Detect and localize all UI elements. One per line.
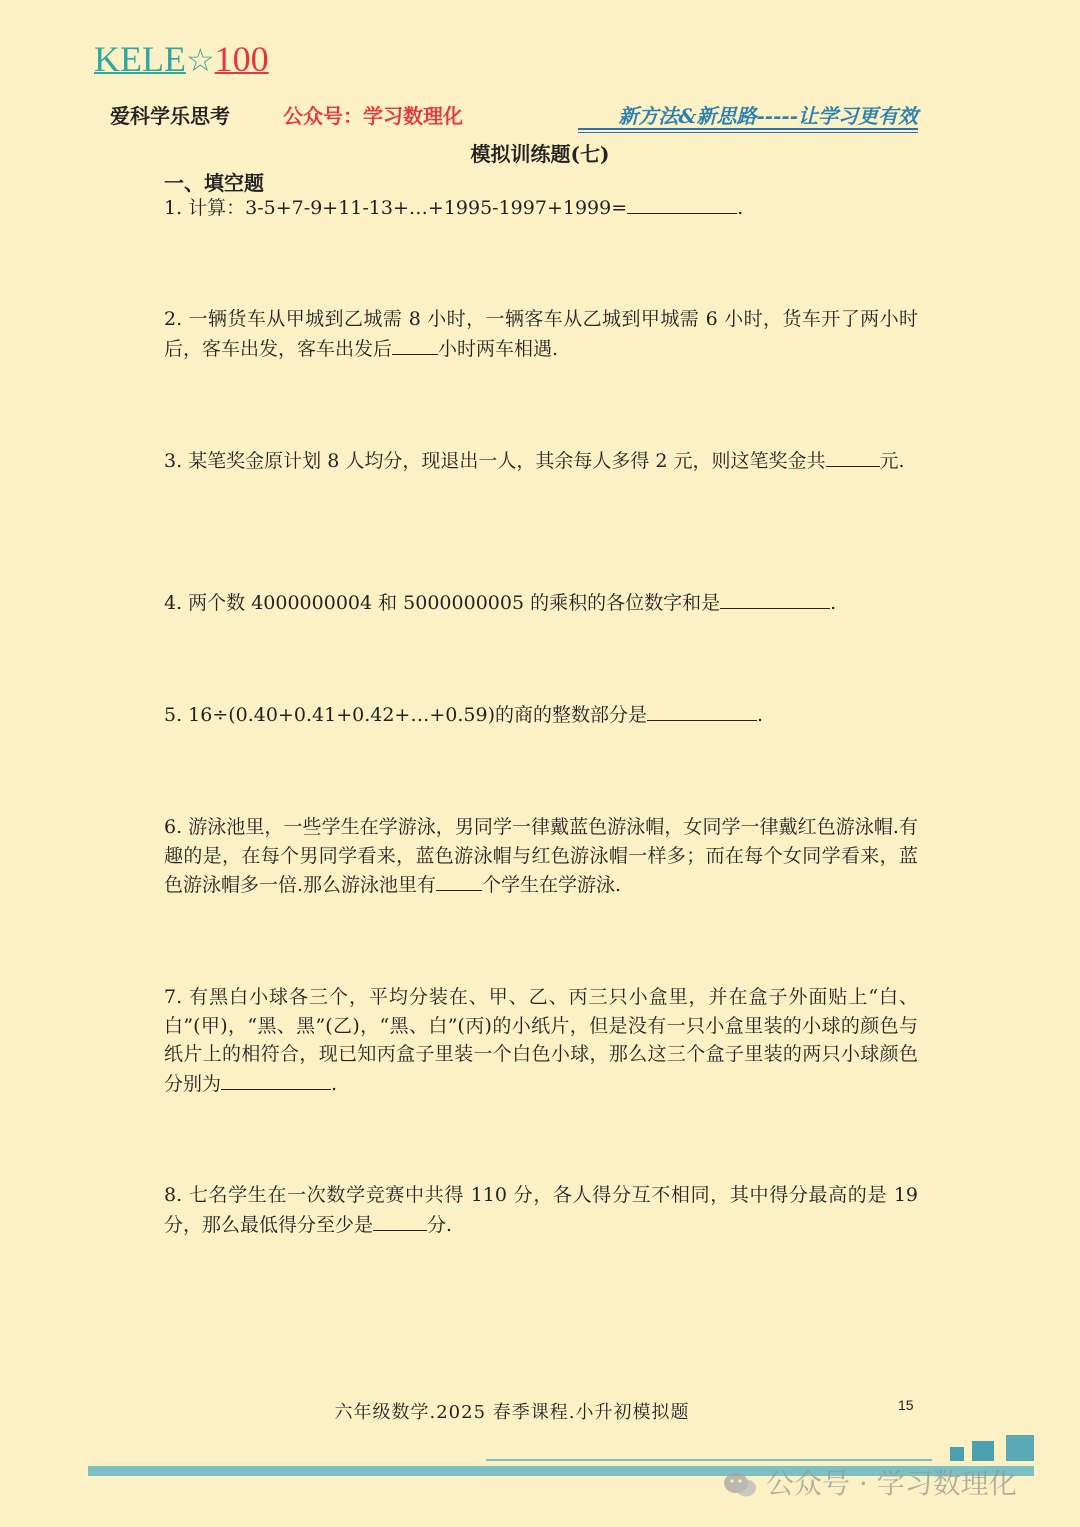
question-8: 8. 七名学生在一次数学竞赛中共得 110 分，各人得分互不相同，其中得分最高的是 19 分，那么最低得分至少是 分. (164, 1184, 918, 1236)
logo-kele: KELE (94, 39, 186, 79)
answer-blank (720, 588, 830, 609)
answer-blank (826, 446, 880, 467)
section-heading: 一、填空题 (164, 171, 264, 195)
footer-square-small (950, 1447, 964, 1461)
question-4: 4. 两个数 4000000004 和 5000000005 的乘积的各位数字和是 . (164, 588, 918, 618)
page-number: 15 (898, 1397, 914, 1413)
watermark-text: 公众号 · 学习数理化 (766, 1467, 1017, 1500)
question-2: 2. 一辆货车从甲城到乙城需 8 小时，一辆客车从乙城到甲城需 6 小时，货车开了两小时后，客车出发，客车出发后 小时两车相遇. (164, 308, 918, 360)
question-3: 3. 某笔奖金原计划 8 人均分，现退出一人，其余每人多得 2 元，则这笔奖金共 元. (164, 446, 918, 476)
answer-blank (221, 1069, 331, 1090)
wechat-icon (722, 1471, 758, 1499)
header-rule (578, 128, 918, 130)
page-title: 模拟训练题(七) (470, 142, 610, 166)
header-tagline: 新方法&新思路-----让学习更有效 (618, 104, 918, 128)
question-5: 5. 16÷(0.40+0.41+0.42+…+0.59)的商的整数部分是 . (164, 700, 918, 730)
question-1: 1. 计算：3-5+7-9+11-13+…+1995-1997+1999= . (164, 193, 918, 223)
answer-blank (647, 700, 757, 721)
answer-blank (373, 1210, 427, 1231)
question-6: 6. 游泳池里，一些学生在学游泳，男同学一律戴蓝色游泳帽，女同学一律戴红色游泳帽.有趣的是，在每个男同学看来，蓝色游泳帽与红色游泳帽一样多；而在每个女同学看来，蓝色游泳帽多一倍.那么游泳池里有 个学生在学游泳. (164, 816, 918, 896)
header (110, 100, 918, 128)
answer-blank (392, 334, 438, 355)
footer-course: 六年级数学.2025 春季课程.小升初模拟题 (334, 1402, 690, 1423)
answer-blank (627, 193, 737, 214)
header-rule-thin (578, 132, 918, 133)
header-account: 公众号：学习数理化 (283, 104, 463, 128)
question-7: 7. 有黑白小球各三个，平均分装在、甲、乙、丙三只小盒里，并在盒子外面贴上“白、白”(甲)，“黑、黑”(乙)，“黑、白”(丙)的小纸片，但是没有一只小盒里装的小球的颜色与纸片上的相符合，现已知丙盒子里装一个白色小球，那么这三个盒子里装的两只小球颜色分别为 . (164, 986, 918, 1095)
footer-square-large (1006, 1435, 1034, 1461)
header-slogan: 爱科学乐思考 (110, 104, 230, 128)
logo-number: 100 (214, 39, 269, 79)
footer-line (486, 1459, 932, 1461)
logo (94, 38, 269, 80)
footer-square-medium (972, 1441, 994, 1461)
watermark (722, 1462, 1017, 1502)
star-icon: ☆ (185, 42, 215, 78)
answer-blank (436, 870, 482, 891)
